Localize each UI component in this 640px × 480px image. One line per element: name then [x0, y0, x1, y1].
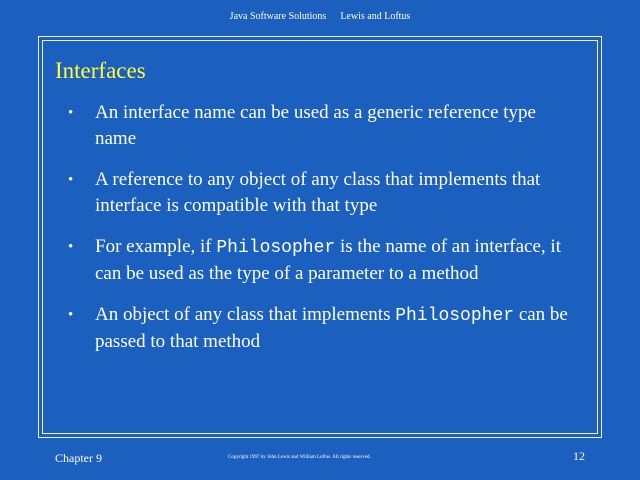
bullet-item [68, 234, 578, 287]
bullet-dot-icon: • [68, 105, 74, 121]
footer-chapter: Chapter 9 [55, 451, 102, 465]
code-identifier: Philosopher [216, 238, 336, 258]
bullet-dot-icon: • [68, 172, 74, 188]
bullet-dot-icon: • [68, 239, 74, 255]
slide-header [0, 10, 640, 24]
bullet-dot-icon: • [68, 307, 74, 323]
book-title: Java Software Solutions [229, 11, 327, 22]
footer-page-number: 12 [573, 449, 585, 463]
book-authors: Lewis and Loftus [340, 11, 411, 22]
bullet-list [68, 100, 578, 370]
bullet-item [68, 302, 578, 355]
bullet-item [68, 100, 578, 152]
bullet-text-start: For example, if [95, 236, 217, 257]
bullet-text-start: An object of any class that implements [95, 304, 396, 325]
bullet-text: An interface name can be used as a generic reference type name [95, 102, 536, 149]
bullet-text-end: can be passed to that method [95, 304, 568, 352]
bullet-item [68, 167, 578, 219]
slide-title: Interfaces [55, 58, 146, 83]
bullet-text-end: is the name of an interface, it can be used as the type of a parameter to a method [95, 236, 561, 284]
code-identifier: Philosopher [395, 306, 515, 326]
bullet-text: A reference to any object of any class that implements that interface is compatible with that type [95, 169, 541, 216]
footer-copyright: Copyright 1997 by John Lewis and William Loftus. All rights reserved. [228, 455, 371, 460]
